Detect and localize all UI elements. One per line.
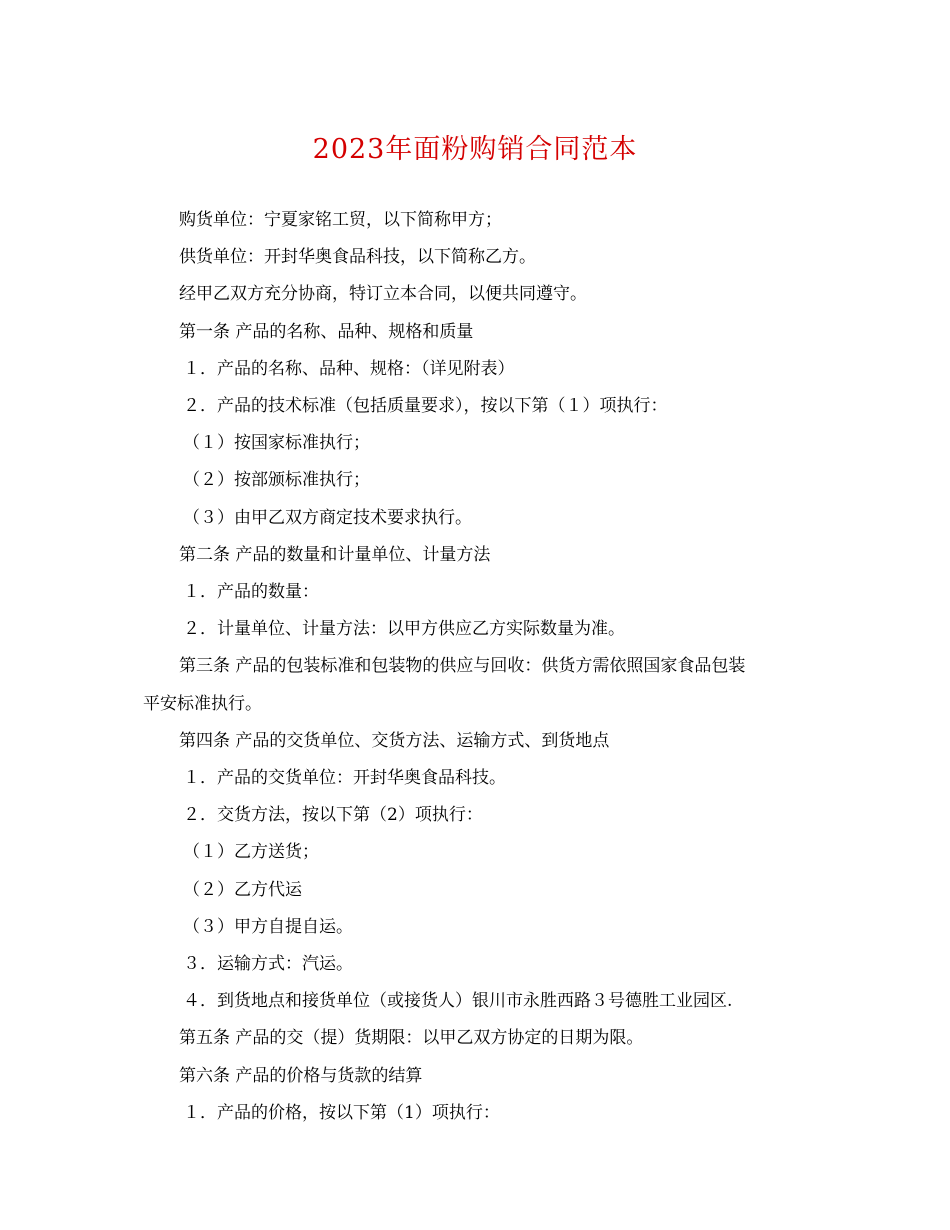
article-1-option-1: （１）按国家标准执行；: [183, 433, 370, 454]
article-4-item-1: １．产品的交货单位：开封华奥食品科技。: [183, 768, 506, 789]
article-4-heading: 第四条 产品的交货单位、交货方法、运输方式、到货地点: [179, 730, 610, 751]
article-6-heading: 第六条 产品的价格与货款的结算: [179, 1065, 423, 1086]
article-5-line: 第五条 产品的交（提）货期限：以甲乙双方协定的日期为限。: [179, 1028, 644, 1049]
supplier-line: 供货单位：开封华奥食品科技，以下简称乙方。: [179, 247, 536, 268]
article-1-item-1: １．产品的名称、品种、规格：（详见附表）: [183, 358, 515, 379]
buyer-line: 购货单位：宁夏家铭工贸，以下简称甲方；: [179, 210, 502, 230]
document-body: [143, 202, 808, 1132]
article-1-option-3: （３）由甲乙双方商定技术要求执行。: [183, 507, 472, 528]
article-4-item-2: ２．交货方法，按以下第（2）项执行：: [183, 805, 483, 826]
article-2-heading: 第二条 产品的数量和计量单位、计量方法: [179, 544, 491, 565]
article-4-item-3: ３．运输方式：汽运。: [183, 954, 353, 975]
agreement-line: 经甲乙双方充分协商，特订立本合同，以便共同遵守。: [179, 284, 587, 305]
article-4-option-3: （３）甲方自提自运。: [183, 916, 353, 937]
article-3-line-1: 第三条 产品的包装标准和包装物的供应与回收：供货方需依照国家食品包装: [179, 656, 746, 677]
article-3-line-2: 平安标准执行。: [143, 693, 262, 714]
article-4-item-4: ４．到货地点和接货单位（或接货人）银川市永胜西路３号德胜工业园区.: [183, 991, 733, 1012]
article-4-option-2: （２）乙方代运: [183, 879, 302, 900]
article-6-item-1: １．产品的价格，按以下第（1）项执行：: [183, 1102, 500, 1123]
article-1-item-2: ２．产品的技术标准（包括质量要求），按以下第（１）项执行：: [183, 396, 668, 417]
article-1-option-2: （２）按部颁标准执行；: [183, 470, 370, 491]
article-1-heading: 第一条 产品的名称、品种、规格和质量: [179, 321, 474, 342]
article-4-option-1: （１）乙方送货；: [183, 842, 319, 863]
document-title: 2023年面粉购销合同范本: [312, 134, 638, 165]
article-2-item-2: ２．计量单位、计量方法：以甲方供应乙方实际数量为准。: [183, 619, 625, 640]
article-2-item-1: １．产品的数量：: [183, 582, 319, 603]
